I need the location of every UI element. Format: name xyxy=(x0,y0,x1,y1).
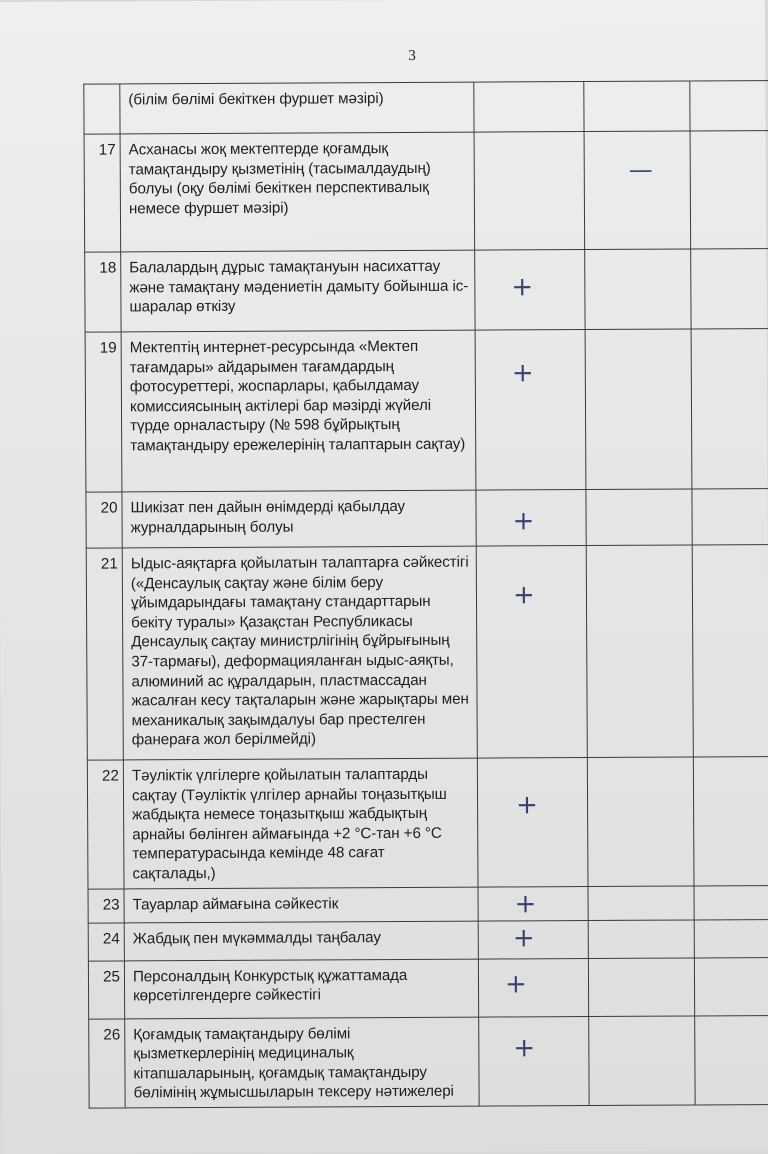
row-requirement-text: Тәуліктік үлгілерге қойылатын талаптарды сақтау (Тәуліктік үлгілер арнайы тоңазытқыш жабдықта немесе тоңазытқыш жабдықтың арнайы бөлінген аймағында +2 °С-тан +6 °С температурасында кемінде 48 сағат сақталады,) xyxy=(123,758,478,888)
mark-cell-yes xyxy=(478,886,588,921)
handwritten-plus-mark: + xyxy=(513,1032,536,1063)
row-number: 20 xyxy=(86,492,122,548)
row-number: 17 xyxy=(84,134,121,252)
empty-cell xyxy=(690,80,768,130)
row-number: 18 xyxy=(85,252,121,332)
empty-cell xyxy=(691,248,768,328)
mark-cell-no xyxy=(587,757,694,886)
mark-cell-no xyxy=(588,920,694,959)
row-requirement-text: Мектептің интернет-ресурсында «Мектеп тағамдары» айдарымен тағамдардың фотосуреттері, жоспарлары, қабылдамау комиссиясының актілері бар мәзірді жүйелі түрде орналастыру (№ 598 бұйрықтың тамақтандыру ережелерінің талаптарын сақтау) xyxy=(121,330,476,492)
mark-cell-no xyxy=(585,329,692,490)
handwritten-plus-mark: + xyxy=(514,888,537,919)
empty-cell xyxy=(694,957,768,1015)
empty-cell xyxy=(693,756,768,885)
table-row xyxy=(85,328,768,492)
mark-cell-no xyxy=(586,545,693,758)
empty-cell xyxy=(694,919,768,957)
handwritten-plus-mark: + xyxy=(511,272,534,303)
mark-cell-no xyxy=(585,249,691,330)
mark-cell-yes xyxy=(479,1016,589,1106)
row-requirement-text: (білім бөлімі бекіткен фуршет мәзірі) xyxy=(120,82,474,134)
empty-cell xyxy=(694,885,768,919)
table-row xyxy=(88,885,768,923)
empty-cell xyxy=(690,130,768,248)
row-number: 25 xyxy=(88,961,124,1019)
mark-cell-yes xyxy=(475,250,585,331)
mark-cell-no xyxy=(588,886,694,921)
mark-cell-yes xyxy=(478,920,588,959)
table-row xyxy=(88,957,768,1019)
handwritten-plus-mark: + xyxy=(511,358,534,389)
page-number: 3 xyxy=(408,47,416,64)
mark-cell-yes xyxy=(475,330,586,491)
row-requirement-text: Қоғамдық тамақтандыру бөлімі қызметкерлерінің медициналық кітапшаларының, қоғамдық тамақтандыру бөлімінің жұмысшыларын тексеру нәтижелері xyxy=(125,1017,479,1108)
row-requirement-text: Шикізат пен дайын өнімдерді қабылдау журналдарының болуы xyxy=(122,490,476,548)
row-number xyxy=(84,84,120,134)
row-requirement-text: Ыдыс-аяқтарға қойылатын талаптарға сәйкестігі («Денсаулық сақтау және білім беру ұйымдарындағы тамақтану стандарттарын бекіту туралы» Қазақстан Республикасы Денсаулық сақтау министрлігінің бұйрығының 37-тармағы), деформацияланған ыдыс-аяқты, алюминий ас құралдарын, пластмассадан жасалған кесу тақталарын және жарықтары мен механикалық зақымдалуы бар престелген фанераға жол берілмейді) xyxy=(122,546,477,760)
row-number: 26 xyxy=(89,1019,125,1109)
table-row xyxy=(88,919,768,961)
table-row xyxy=(84,80,768,134)
table-row xyxy=(89,1015,768,1108)
table-row xyxy=(86,488,768,548)
mark-cell-no xyxy=(584,131,691,250)
mark-cell-no xyxy=(589,1016,695,1106)
mark-cell-no xyxy=(588,958,694,1017)
table-row xyxy=(84,130,768,252)
row-requirement-text: Тауарлар аймағына сәйкестік xyxy=(124,887,478,923)
mark-cell-yes xyxy=(476,546,587,759)
handwritten-plus-mark: + xyxy=(512,506,535,537)
row-number: 22 xyxy=(87,760,124,889)
handwritten-plus-mark: + xyxy=(512,922,535,953)
mark-cell-yes xyxy=(474,132,585,251)
checklist-table xyxy=(83,80,768,1109)
table-row xyxy=(85,248,768,332)
empty-cell xyxy=(691,328,768,488)
row-number: 19 xyxy=(85,332,122,492)
table-row xyxy=(87,756,768,888)
mark-cell-yes xyxy=(477,758,588,887)
handwritten-plus-mark: + xyxy=(504,968,527,1000)
handwritten-dash-mark: — xyxy=(628,155,653,184)
empty-cell xyxy=(692,544,768,756)
mark-cell-no xyxy=(586,489,692,546)
empty-cell xyxy=(692,488,768,544)
mark-cell-yes xyxy=(474,82,584,133)
row-number: 23 xyxy=(88,889,124,923)
row-number: 24 xyxy=(88,923,124,961)
mark-cell-no xyxy=(584,81,690,132)
table-row xyxy=(86,544,768,760)
mark-cell-yes xyxy=(476,490,586,547)
handwritten-plus-mark: + xyxy=(515,790,538,821)
row-requirement-text: Жабдық пен мүкәммалды таңбалау xyxy=(124,921,478,961)
row-requirement-text: Персоналдың Конкурстық құжаттамада көрсетілгендерге сәйкестігі xyxy=(124,959,478,1019)
row-number: 21 xyxy=(86,548,123,760)
empty-cell xyxy=(695,1015,768,1105)
mark-cell-yes xyxy=(478,958,588,1017)
handwritten-plus-mark: + xyxy=(512,580,535,611)
row-requirement-text: Асханасы жоқ мектептерде қоғамдық тамақтандыру қызметінің (тасымалдаудың) болуы (оқу бөлімі бекіткен перспективалық немесе фуршет мәзірі) xyxy=(120,132,475,252)
row-requirement-text: Балалардың дұрыс тамақтануын насихаттау және тамақтану мәдениетін дамыту бойынша іс-шаралар өткізу xyxy=(121,250,475,332)
